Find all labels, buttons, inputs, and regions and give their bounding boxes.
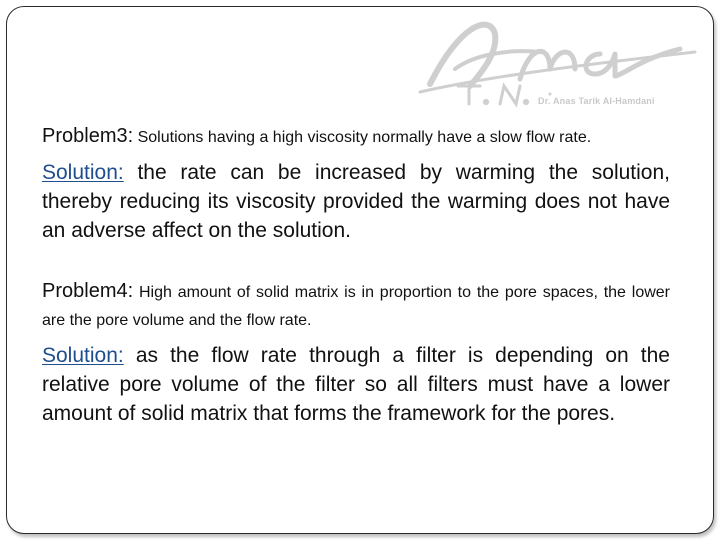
solution4-label: Solution: <box>42 344 124 367</box>
solution3-text: the rate can be increased by warming the solution, thereby reducing its viscosity provided the warming does not have an adverse affect on the solution. <box>42 161 670 242</box>
solution4-paragraph <box>42 341 670 428</box>
problem4-paragraph <box>42 277 670 335</box>
problem4-label: Problem4: <box>42 280 134 302</box>
problem4-text: High amount of solid matrix is in proportion to the pore spaces, the lower are the pore volume and the flow rate. <box>42 284 670 329</box>
solution3-label: Solution: <box>42 161 124 184</box>
problem3-label: Problem3: <box>42 125 134 147</box>
solution4-text: as the flow rate through a filter is depending on the relative pore volume of the filter so all filters must have a lower amount of solid matrix that forms the framework for the pores. <box>42 344 670 425</box>
logo-caption: Dr. Anas Tarik Al-Hamdani <box>538 96 655 106</box>
problem3-paragraph <box>42 122 670 152</box>
slide-content <box>42 122 670 428</box>
solution3-paragraph <box>42 158 670 245</box>
problem3-text: Solutions having a high viscosity normally have a slow flow rate. <box>133 129 592 146</box>
